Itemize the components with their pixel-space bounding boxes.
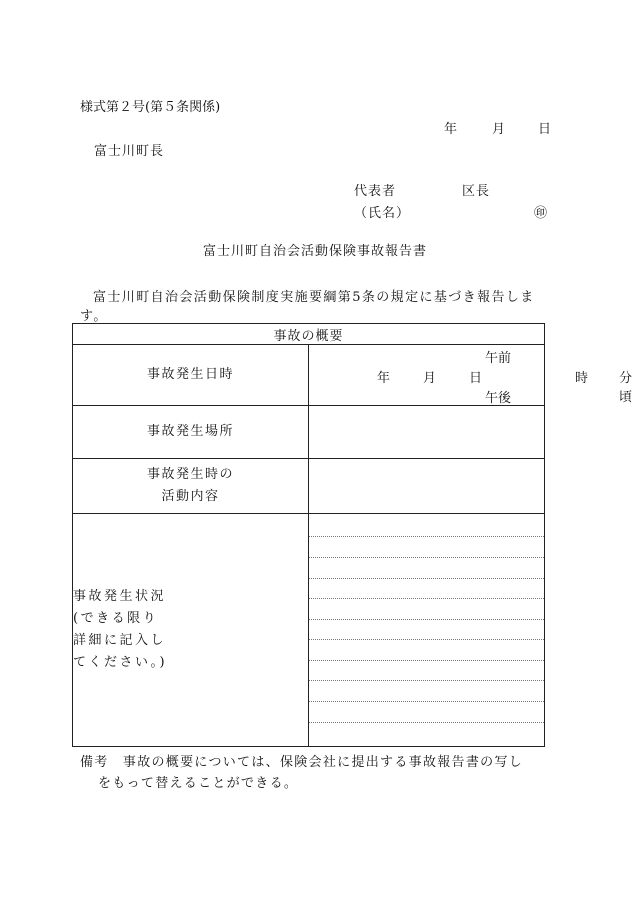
accident-summary-table <box>72 323 632 747</box>
writing-line <box>309 620 544 641</box>
dt-minute-label: 分頃 <box>619 371 632 405</box>
situation-label-line1: 事故発生状況 <box>73 589 167 604</box>
situation-field[interactable] <box>309 514 545 747</box>
body-text: 富士川町自治会活動保険制度実施要綱第5条の規定に基づき報告します。 <box>80 290 535 324</box>
remarks <box>80 752 550 794</box>
writing-line <box>309 702 544 723</box>
representative-label: 代表者 <box>354 184 397 199</box>
activity-field[interactable] <box>309 459 545 514</box>
datetime-field[interactable] <box>309 345 632 406</box>
form-number: 様式第２号(第５条関係) <box>80 100 221 115</box>
situation-label <box>73 514 309 747</box>
dt-hour-label: 時 <box>575 371 589 386</box>
writing-line <box>309 558 544 579</box>
remarks-line1: 備考 事故の概要については、保険会社に提出する事故報告書の写し <box>80 755 524 770</box>
situation-label-line2: (できる限り <box>73 611 159 626</box>
situation-label-line4: てください。) <box>73 655 168 670</box>
date-year-label: 年 <box>444 122 458 137</box>
writing-line <box>309 537 544 558</box>
seal-mark: ㊞ <box>534 206 548 221</box>
date-month-label: 月 <box>492 122 506 137</box>
name-label: （氏名） <box>354 206 411 221</box>
dt-month-label: 月 <box>423 371 437 386</box>
activity-label <box>73 459 309 514</box>
place-field[interactable] <box>309 406 545 459</box>
am-label: 午前 <box>485 351 512 366</box>
activity-label-line2: 活動内容 <box>161 489 220 504</box>
ward-chief-label: 区長 <box>462 184 491 199</box>
situation-label-line3: 詳細に記入し <box>73 633 167 648</box>
writing-line <box>309 681 544 702</box>
activity-label-line1: 事故発生時の <box>146 467 234 482</box>
datetime-label: 事故発生日時 <box>73 345 309 406</box>
date-day-label: 日 <box>538 122 552 137</box>
dt-year-label: 年 <box>377 371 391 386</box>
addressee: 富士川町長 <box>94 144 165 159</box>
remarks-line2: をもって替えることができる。 <box>98 776 299 791</box>
writing-line <box>309 599 544 620</box>
pm-label: 午後 <box>485 391 512 406</box>
writing-line <box>309 579 544 600</box>
writing-line <box>309 640 544 661</box>
writing-line <box>309 723 544 744</box>
place-label: 事故発生場所 <box>73 406 309 459</box>
table-header: 事故の概要 <box>73 324 545 345</box>
document-title: 富士川町自治会活動保険事故報告書 <box>202 244 427 259</box>
dt-day-label: 日 <box>469 371 483 386</box>
writing-line <box>309 517 544 538</box>
writing-line <box>309 661 544 682</box>
